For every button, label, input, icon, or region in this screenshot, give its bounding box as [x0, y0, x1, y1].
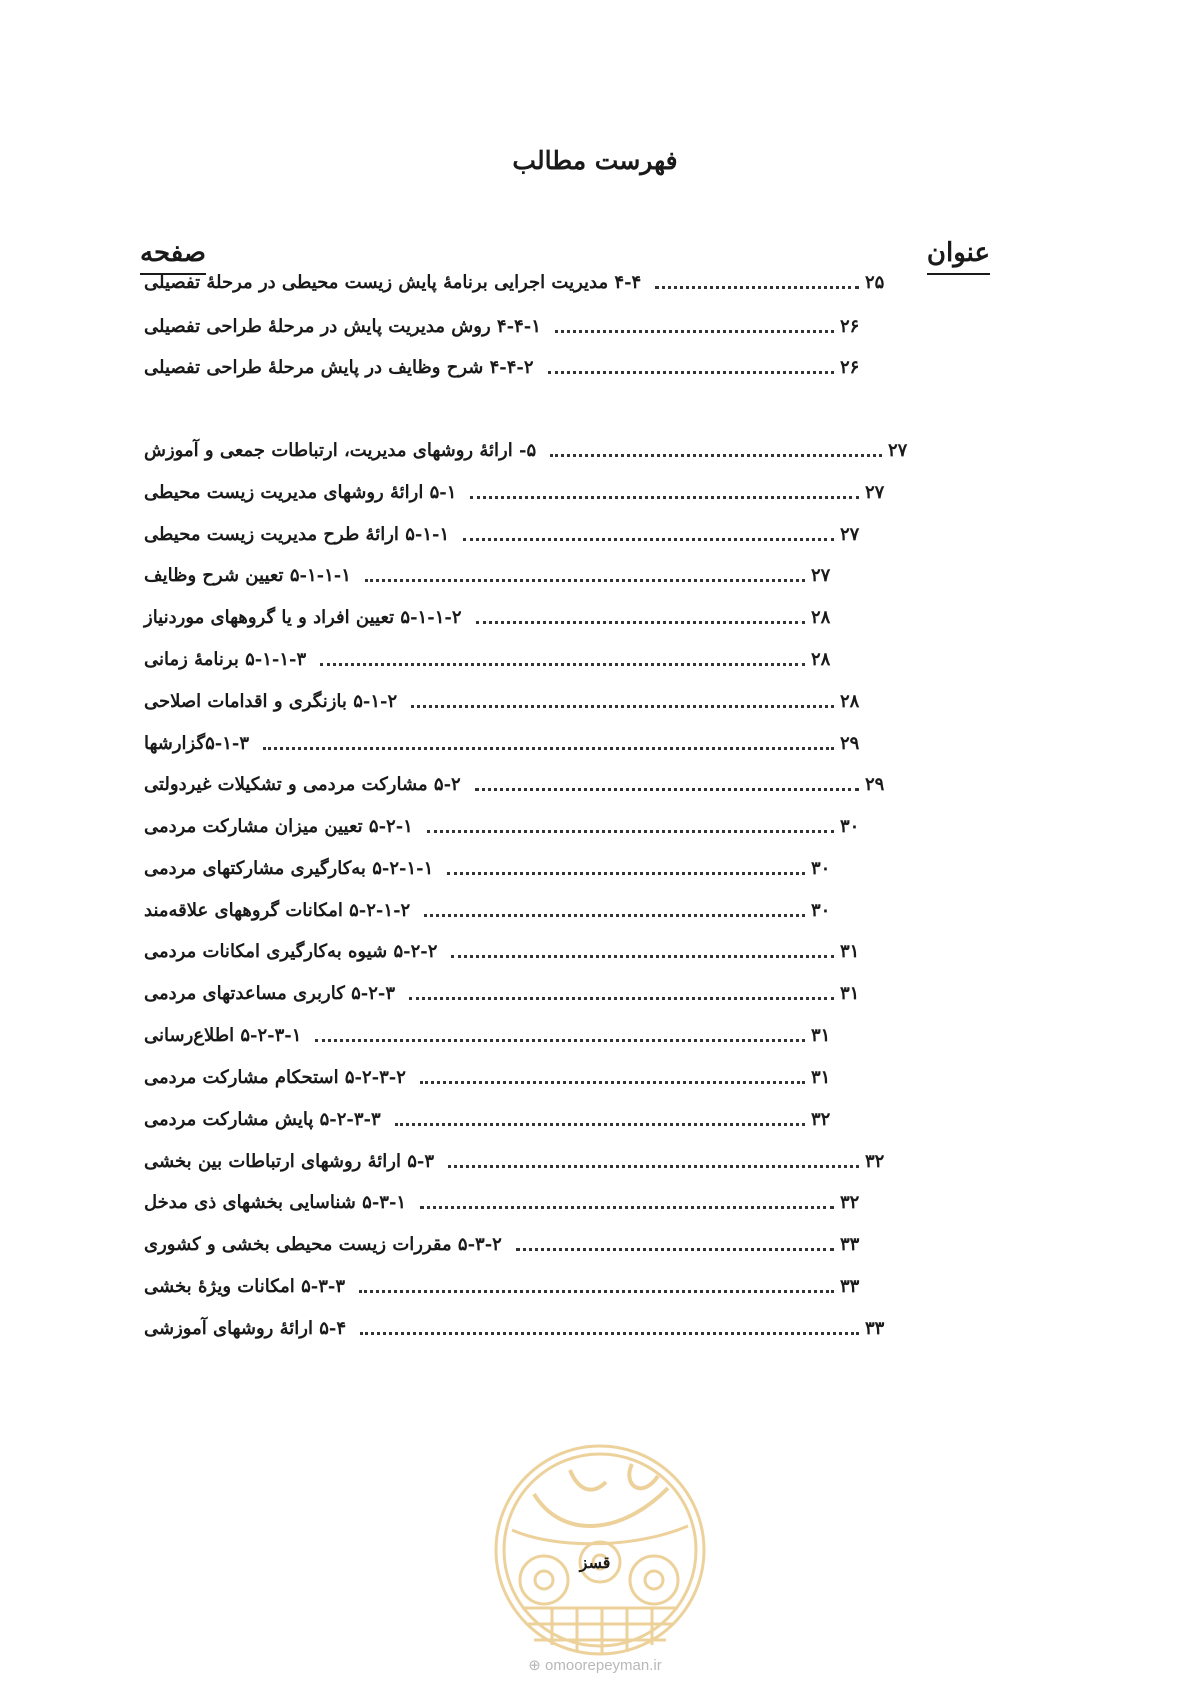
column-header-title: عنوان [927, 236, 990, 275]
toc-entry [140, 1270, 870, 1300]
watermark-text: omoorepeyman.ir [545, 1657, 662, 1674]
dot-leader [447, 872, 805, 875]
toc-entry [140, 643, 841, 673]
toc-entry [140, 852, 841, 882]
toc-entry-title: ۵- ارائهٔ روشهای مدیریت، ارتباطات جمعی و آموزش [144, 440, 537, 461]
toc-entry-page: ۲۶ [840, 357, 860, 378]
toc-entry-title: ۵-۱-۱-۱ تعیین شرح وظایف [144, 565, 351, 586]
dot-leader [448, 1165, 859, 1168]
toc-entry-page: ۲۵ [865, 272, 885, 293]
dot-leader [420, 1081, 805, 1084]
dot-leader [516, 1248, 834, 1251]
dot-leader [411, 705, 834, 708]
dot-leader [475, 788, 859, 791]
toc-entry [140, 768, 895, 798]
toc-entry-page: ۳۰ [840, 816, 860, 837]
toc-entry-page: ۲۷ [811, 565, 831, 586]
toc-entry [140, 310, 870, 340]
toc-entry-page: ۳۲ [865, 1151, 885, 1172]
toc-entry-title: ۵-۳-۳ امکانات ویژهٔ بخشی [144, 1276, 346, 1297]
toc-entry [140, 1061, 841, 1091]
toc-entry [140, 434, 918, 464]
dot-leader [555, 330, 834, 333]
toc-entry-page: ۳۱ [811, 1025, 831, 1046]
toc-entry-title: ۵-۳-۱ شناسایی بخشهای ذی مدخل [144, 1192, 407, 1213]
dot-leader [365, 579, 805, 582]
toc-entry-title: ۵-۱-۳گزارشها [144, 733, 250, 754]
dot-leader [360, 1332, 859, 1335]
toc-entry-page: ۳۳ [840, 1276, 860, 1297]
toc-entry [140, 810, 870, 840]
toc-entry-title: ۵-۴ ارائهٔ روشهای آموزشی [144, 1318, 347, 1339]
toc-entry [140, 977, 870, 1007]
toc-entry-title: ۵-۱ ارائهٔ روشهای مدیریت زیست محیطی [144, 482, 457, 503]
toc-entry [140, 894, 841, 924]
toc-entry-page: ۳۲ [811, 1109, 831, 1130]
site-watermark [0, 1656, 1190, 1674]
toc-entry-page: ۳۳ [840, 1234, 860, 1255]
toc-entry-page: ۳۱ [811, 1067, 831, 1088]
toc-entry-page: ۲۷ [865, 482, 885, 503]
toc-entry [140, 1312, 895, 1342]
toc-entry-page: ۳۲ [840, 1192, 860, 1213]
dot-leader [548, 371, 834, 374]
toc-entry-title: ۴-۴ مدیریت اجرایی برنامهٔ پایش زیست محیطی در مرحلهٔ تفصیلی [144, 272, 642, 293]
dot-leader [424, 914, 805, 917]
toc-entry [140, 1228, 870, 1258]
toc-entry-title: ۵-۱-۱-۳ برنامهٔ زمانی [144, 649, 307, 670]
page-title: فهرست مطالب [512, 146, 678, 175]
toc-entry-title: ۵-۱-۱-۲ تعیین افراد و یا گروههای موردنیاز [144, 607, 462, 628]
dot-leader [427, 830, 834, 833]
toc-entry [140, 476, 895, 506]
toc-entry-page: ۲۸ [840, 691, 860, 712]
toc-entry-page: ۲۶ [840, 316, 860, 337]
toc-entry-title: ۵-۱-۲ بازنگری و اقدامات اصلاحی [144, 691, 398, 712]
dot-leader [320, 663, 805, 666]
toc-entry [140, 935, 870, 965]
toc-entry-page: ۲۷ [840, 524, 860, 545]
toc-entry-page: ۳۳ [865, 1318, 885, 1339]
toc-entry-title: ۵-۲ مشارکت مردمی و تشکیلات غیردولتی [144, 774, 461, 795]
dot-leader [451, 955, 834, 958]
toc-entry [140, 559, 841, 589]
toc-entry [140, 685, 870, 715]
toc-entry-title: ۵-۲-۱-۲ امکانات گروههای علاقه‌مند [144, 900, 411, 921]
toc-entry-title: ۴-۴-۲ شرح وظایف در پایش مرحلهٔ طراحی تفصیلی [144, 357, 534, 378]
toc-entry-page: ۲۷ [888, 440, 908, 461]
toc-entry-page: ۳۱ [840, 983, 860, 1004]
dot-leader [263, 747, 834, 750]
toc-entry-page: ۲۹ [865, 774, 885, 795]
toc-entry-title: ۵-۳ ارائهٔ روشهای ارتباطات بین بخشی [144, 1151, 435, 1172]
globe-icon: ⊕ [528, 1657, 541, 1674]
dot-leader [409, 997, 834, 1000]
toc-entry-title: ۵-۳-۲ مقررات زیست محیطی بخشی و کشوری [144, 1234, 502, 1255]
dot-leader [476, 621, 805, 624]
toc-entry-page: ۳۰ [811, 900, 831, 921]
toc-entry-title: ۵-۲-۳-۲ استحکام مشارکت مردمی [144, 1067, 406, 1088]
dot-leader [395, 1123, 805, 1126]
toc-entry-title: ۵-۲-۱ تعیین میزان مشارکت مردمی [144, 816, 413, 837]
toc-entry [140, 518, 870, 548]
toc-entry-page: ۲۹ [840, 733, 860, 754]
toc-entry [140, 351, 870, 381]
page-number: قسز [579, 1553, 611, 1572]
dot-leader [550, 454, 882, 457]
toc-entry-title: ۵-۱-۱ ارائهٔ طرح مدیریت زیست محیطی [144, 524, 450, 545]
toc-entry [140, 601, 841, 631]
toc-entry-title: ۵-۲-۲ شیوه به‌کارگیری امکانات مردمی [144, 941, 438, 962]
toc-entry-title: ۵-۲-۳-۳ پایش مشارکت مردمی [144, 1109, 381, 1130]
dot-leader [359, 1290, 834, 1293]
toc-entry-page: ۲۸ [811, 649, 831, 670]
toc-entry [140, 727, 870, 757]
dot-leader [463, 538, 834, 541]
toc-entry [140, 1145, 895, 1175]
toc-entry-page: ۳۱ [840, 941, 860, 962]
dot-leader [315, 1039, 805, 1042]
toc-entry-page: ۲۸ [811, 607, 831, 628]
seal-logo-icon [482, 1430, 718, 1670]
dot-leader [420, 1206, 834, 1209]
dot-leader [655, 286, 859, 289]
toc-entry-title: ۵-۲-۳-۱ اطلاع‌رسانی [144, 1025, 302, 1046]
toc-entry-title: ۵-۲-۳ کاربری مساعدتهای مردمی [144, 983, 396, 1004]
toc-entry [140, 1103, 841, 1133]
toc-entry [140, 266, 895, 296]
toc-entry-page: ۳۰ [811, 858, 831, 879]
toc-entry-title: ۵-۲-۱-۱ به‌کارگیری مشارکتهای مردمی [144, 858, 434, 879]
toc-entry [140, 1186, 870, 1216]
dot-leader [470, 496, 859, 499]
column-header-page: صفحه [140, 236, 206, 275]
toc-entry-title: ۴-۴-۱ روش مدیریت پایش در مرحلهٔ طراحی تفصیلی [144, 316, 541, 337]
toc-entry [140, 1019, 841, 1049]
